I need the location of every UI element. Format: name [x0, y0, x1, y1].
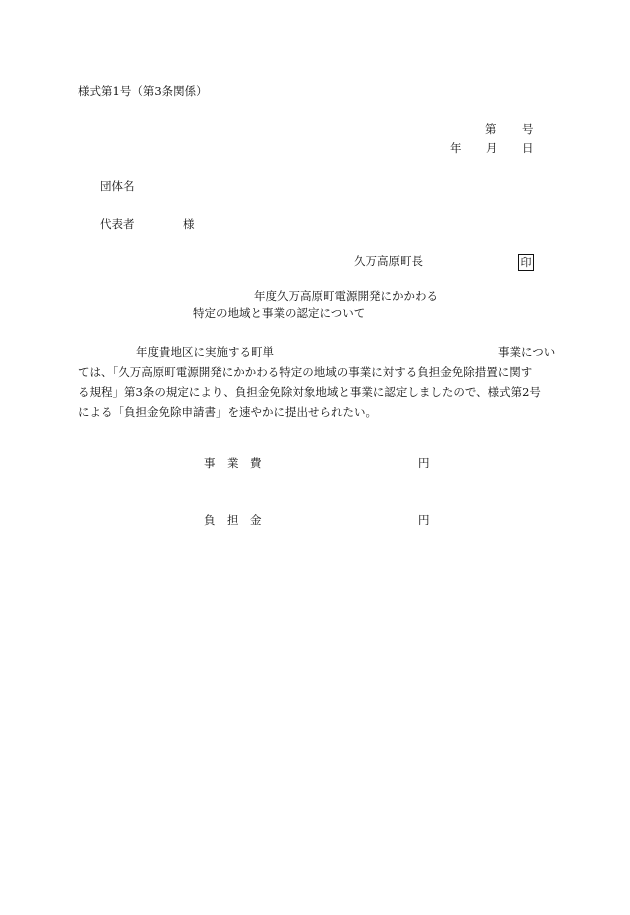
- project-cost-unit: 円: [418, 456, 430, 470]
- burden-amount-label: 負 担 金: [204, 513, 262, 527]
- body-line-1: [78, 342, 558, 362]
- document-title-line2: 特定の地域と事業の認定について: [193, 306, 366, 320]
- project-cost-label: 事 業 費: [204, 456, 262, 470]
- document-title-line1: 年度久万高原町電源開発にかかわる: [254, 289, 438, 303]
- burden-amount-unit: 円: [418, 513, 430, 527]
- body-line-2: ては、「久万高原町電源開発にかかわる特定の地域の事業に対する負担金免除措置に関す: [78, 365, 533, 379]
- seal-stamp: 印: [518, 254, 534, 271]
- body-paragraph: [78, 342, 558, 422]
- form-number-label: 様式第1号（第3条関係）: [78, 84, 208, 98]
- body-line-4: による「負担金免除申請書」を速やかに提出せられたい。: [78, 405, 377, 419]
- body-line-1-start: 年度貴地区に実施する町単: [136, 345, 274, 359]
- issuer-name: 久万高原町長: [354, 254, 423, 268]
- representative-label: 代表者: [100, 217, 135, 231]
- date-day: 日: [522, 141, 534, 155]
- group-name-label: 団体名: [100, 179, 135, 193]
- document-number-go: 号: [522, 122, 534, 136]
- date-month: 月: [486, 141, 498, 155]
- document-number-dai: 第: [485, 122, 497, 136]
- body-line-1-end: 事業につい: [498, 345, 556, 359]
- date-year: 年: [450, 141, 462, 155]
- body-line-3: る規程」第3条の規定により、負担金免除対象地域と事業に認定しましたので、様式第2号: [78, 385, 541, 399]
- honorific-sama: 様: [183, 217, 195, 231]
